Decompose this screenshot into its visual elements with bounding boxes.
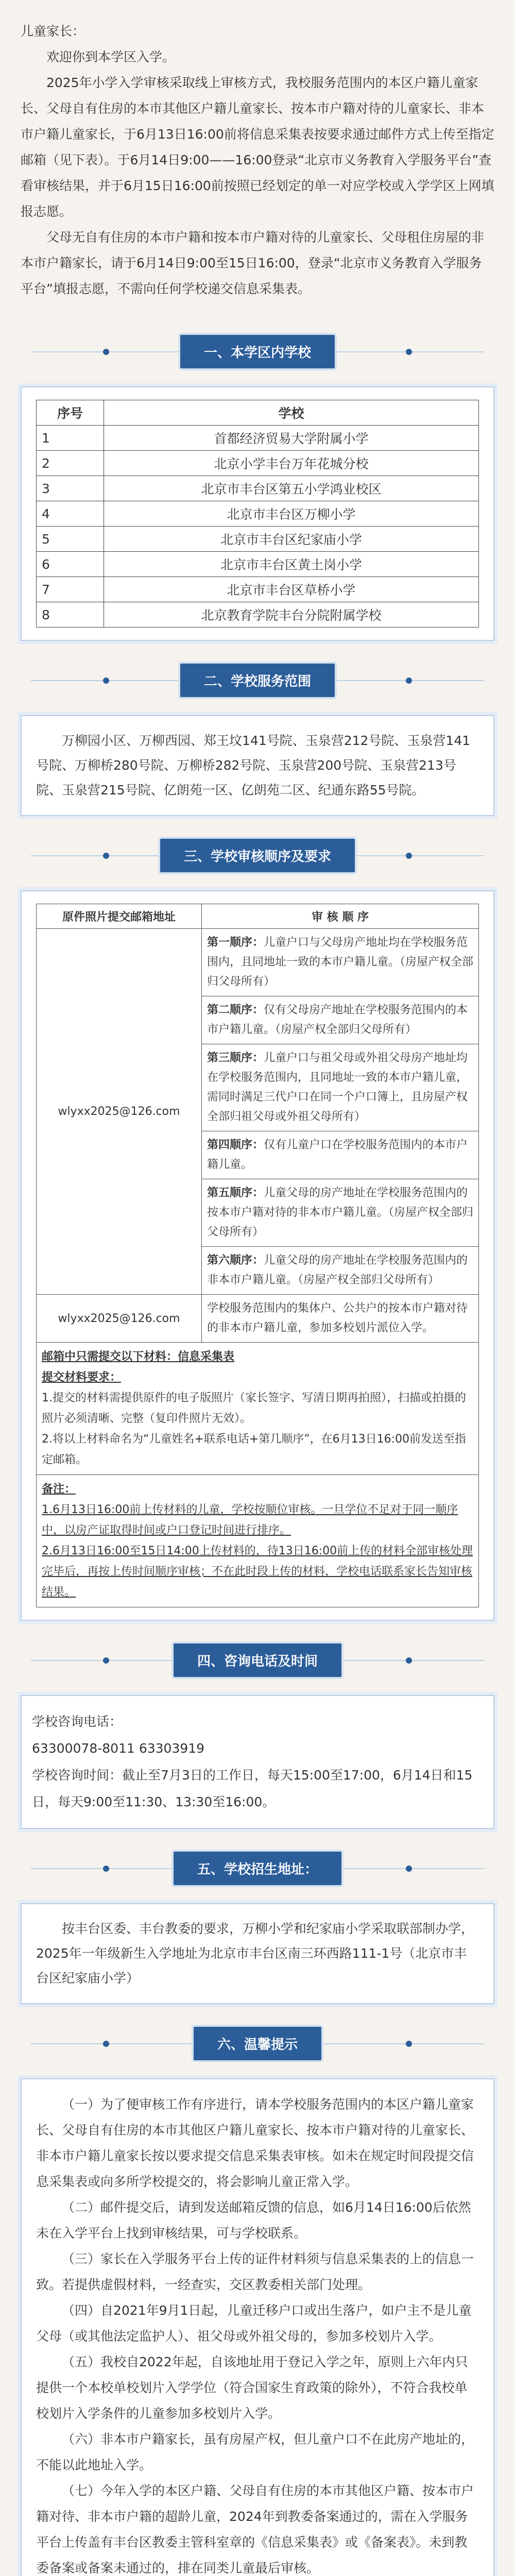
intro-paragraph: 2025年小学入学审核采取线上审核方式，我校服务范围内的本区户籍儿童家长、父母自有住房的本市其他区户籍儿童家长、按本市户籍对待的儿童家长、非本市户籍儿童家长，于6月13日16:00前将信息采集表按要求通过邮件方式上传至指定邮箱（见下表）。于6月14日9:00——16:00登录“北京市义务教育入学服务平台”查看审核结果，并于6月15日16:00前按照已经划定的单一对应学校或入学学区上网填报志愿。 <box>21 75 494 219</box>
remarks <box>37 1475 479 1607</box>
section-header-order <box>0 831 515 880</box>
tip-item: （二）邮件提交后，请到发送邮箱反馈的信息，如6月14日16:00后依然未在入学平台上找到审核结果，可与学校联系。 <box>36 2200 471 2241</box>
service-range-text: 万柳园小区、万柳西园、郑王坟141号院、玉泉营212号院、玉泉营141号院、万柳桥280号院、万柳桥282号院、玉泉营200号院、玉泉营213号院、玉泉营215号院、亿朗苑一区、亿朗苑二区、纪通东路55号院。 <box>36 733 471 798</box>
order-table <box>36 904 479 1607</box>
order-step: 第五顺序：儿童父母的房产地址在学校服务范围内的按本市户籍对待的非本市户籍儿童。（房屋产权全部归父母所有） <box>202 1179 479 1247</box>
section-header-address <box>0 1843 515 1893</box>
remarks-title: 备注： <box>42 1483 76 1496</box>
submit-email-address: wlyxx2025@126.com <box>37 1295 202 1343</box>
section-title: 四、咨询电话及时间 <box>171 1641 344 1679</box>
col-header-school: 学校 <box>104 400 479 426</box>
section-title: 六、温馨提示 <box>192 2025 323 2062</box>
intro <box>0 0 515 312</box>
section-title: 三、学校审核顺序及要求 <box>158 837 357 874</box>
table-row: 4 北京市丰台区万柳小学 <box>37 501 479 527</box>
submit-email-address: wlyxx2025@126.com <box>37 929 202 1295</box>
section-header-tips <box>0 2019 515 2068</box>
table-row: 5 北京市丰台区纪家庙小学 <box>37 527 479 552</box>
address-text: 按丰台区委、丰台教委的要求，万柳小学和纪家庙小学采取联部制办学，2025年一年级新生入学地址为北京市丰台区南三环西路111-1号（北京市丰台区纪家庙小学） <box>36 1921 474 1986</box>
material-requirements <box>37 1343 479 1475</box>
section-title: 五、学校招生地址： <box>171 1850 344 1887</box>
section-header-range <box>0 655 515 705</box>
table-row: 3 北京市丰台区第五小学鸿业校区 <box>37 476 479 501</box>
remark-item: 2.6月13日16:00至15日14:00上传材料的，待13日16:00前上传的材料全部审核处理完毕后，再按上传时间顺序审核；不在此时段上传的材料，学校电话联系家长告知审核结果。 <box>42 1545 473 1599</box>
remark-item: 1.6月13日16:00前上传材料的儿童，学校按顺位审核。一旦学位不足对于同一顺序中，以房产证取得时间或户口登记时间进行排序。 <box>42 1503 458 1537</box>
address-card <box>21 1903 494 2004</box>
schools-card <box>21 386 494 641</box>
col-header-index: 序号 <box>37 400 104 426</box>
tip-item: （七）今年入学的本区户籍、父母自有住房的本市其他区户籍、按本市户籍对待、非本市户籍的超龄儿童，2024年到教委备案通过的，需在入学服务平台上传盖有丰台区教委主管科室章的《信息采集表》或《备案表》。未到教委备案或备案未通过的，排在同类儿童最后审核。 <box>36 2483 474 2575</box>
tip-item: （五）我校自2022年起，自该地址用于登记入学之年，原则上六年内只提供一个本校单校划片入学学位（符合国家生育政策的除外），不符合我校单校划片入学条件的儿童参加多校划片入学。 <box>36 2354 468 2421</box>
order-step: 第二顺序：仅有父母房产地址在学校服务范围内的本市户籍儿童。（房屋产权全部归父母所有） <box>202 996 479 1044</box>
requirements-title: 提交材料要求： <box>42 1371 122 1384</box>
consult-time: 学校咨询时间：截止至7月3日的工作日，每天15:00至17:00，6月14日和15日，每天9:00至11:30、13:30至16:00。 <box>32 1768 473 1809</box>
range-card <box>21 715 494 816</box>
tip-item: （六）非本市户籍家长，虽有房屋产权，但儿童户口不在此房产地址的，不能以此地址入学。 <box>36 2432 474 2472</box>
table-row: 7 北京市丰台区草桥小学 <box>37 577 479 602</box>
section-title: 一、本学区内学校 <box>178 333 337 370</box>
table-row: 1 首都经济贸易大学附属小学 <box>37 426 479 451</box>
order-card <box>21 890 494 1621</box>
tip-item: （三）家长在入学服务平台上传的证件材料须与信息采集表的上的信息一致。若提供虚假材料，一经查实，交区教委相关部门处理。 <box>36 2251 474 2292</box>
requirement-item: 2.将以上材料命名为“儿童姓名+联系电话+第几顺序”，在6月13日16:00前发送至指定邮箱。 <box>42 1433 467 1466</box>
col-header-order: 审 核 顺 序 <box>202 904 479 929</box>
order-step: 第六顺序：儿童父母的房产地址在学校服务范围内的非本市户籍儿童。（房屋产权全部归父母所有） <box>202 1247 479 1295</box>
table-row: 8 北京教育学院丰台分院附属学校 <box>37 602 479 628</box>
order-step: 第一顺序：儿童户口与父母房产地址均在学校服务范围内，且同地址一致的本市户籍儿童。（房屋产权全部归父母所有） <box>202 929 479 996</box>
intro-paragraph: 欢迎你到本学区入学。 <box>46 49 176 64</box>
phone-numbers: 63300078-8011 63303919 <box>32 1741 205 1756</box>
section-title: 二、学校服务范围 <box>178 662 337 699</box>
section-header-schools <box>0 327 515 376</box>
table-row: 6 北京市丰台区黄土岗小学 <box>37 552 479 577</box>
order-step: 第四顺序：仅有儿童户口在学校服务范围内的本市户籍儿童。 <box>202 1131 479 1179</box>
order-step-last: 学校服务范围内的集体户、公共户的按本市户籍对待的非本市户籍儿童，参加多校划片派位入学。 <box>202 1295 479 1343</box>
requirement-item: 1.提交的材料需提供原件的电子版照片（家长签字、写清日期再拍照），扫描或拍摄的照片必须清晰、完整（复印件照片无效）。 <box>42 1392 466 1425</box>
tip-item: （四）自2021年9月1日起，儿童迁移户口或出生落户，如户主不是儿童父母（或其他法定监护人）、祖父母或外祖父母的，参加多校划片入学。 <box>36 2303 472 2344</box>
schools-table <box>36 400 479 628</box>
tip-item: （一）为了便审核工作有序进行，请本学校服务范围内的本区户籍儿童家长、父母自有住房的本市其他区户籍儿童家长、按本市户籍对待的儿童家长、非本市户籍儿童家长按以要求提交信息采集表审核。如未在规定时间段提交信息采集表或向多所学校提交的，将会影响儿童正常入学。 <box>36 2097 474 2189</box>
order-step: 第三顺序：儿童户口与祖父母或外祖父母房产地址均在学校服务范围内，且同地址一致的本市户籍儿童，需同时满足三代户口在同一个户口簿上，且房屋产权全部归祖父母或外祖父母所有） <box>202 1044 479 1131</box>
mail-material-title: 邮箱中只需提交以下材料：信息采集表 <box>42 1350 235 1363</box>
section-header-contact <box>0 1635 515 1685</box>
col-header-email: 原件照片提交邮箱地址 <box>37 904 202 929</box>
intro-paragraph: 父母无自有住房的本市户籍和按本市户籍对待的儿童家长、父母租住房屋的非本市户籍家长，请于6月14日9:00至15日16:00，登录“北京市义务教育入学服务平台”填报志愿，不需向任何学校递交信息采集表。 <box>21 230 485 296</box>
tips-card <box>21 2078 494 2576</box>
greeting: 儿童家长： <box>21 24 85 39</box>
contact-card <box>21 1695 494 1829</box>
phone-label: 学校咨询电话： <box>32 1714 123 1729</box>
table-row: 2 北京小学丰台万年花城分校 <box>37 451 479 476</box>
